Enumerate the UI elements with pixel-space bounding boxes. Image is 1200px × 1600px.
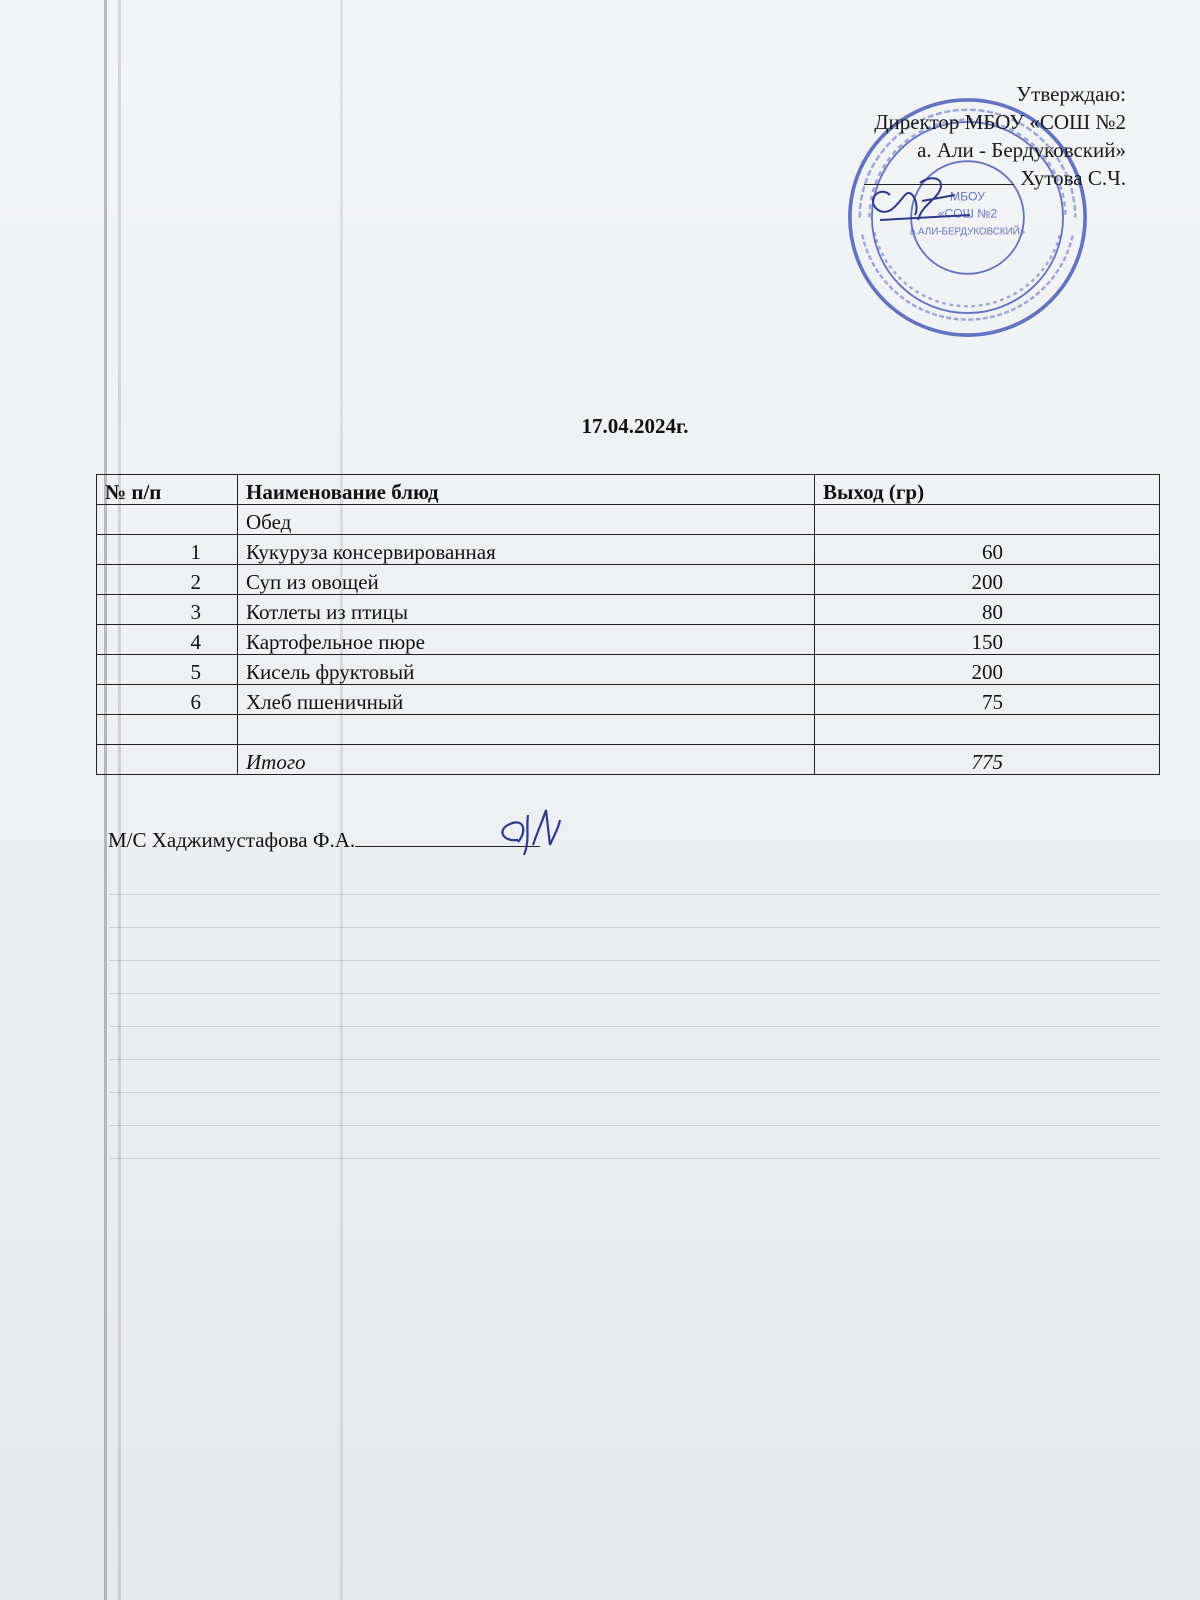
bleed-through-ghost xyxy=(110,862,1160,1192)
binder-shadow xyxy=(104,0,107,1600)
table-row: 4 Картофельное пюре 150 xyxy=(97,625,1160,655)
table-row: 5 Кисель фруктовый 200 xyxy=(97,655,1160,685)
table-row-section xyxy=(97,505,1160,535)
approval-signatory: Хутова С.Ч. xyxy=(864,164,1126,192)
menu-table xyxy=(96,474,1160,775)
binder-shadow xyxy=(340,0,343,1600)
nurse-signature-icon xyxy=(488,800,578,860)
total-label: Итого xyxy=(238,745,815,775)
svg-text:МБОУ: МБОУ xyxy=(949,189,986,204)
nurse-signature-block xyxy=(108,828,540,853)
table-row: 6 Хлеб пшеничный 75 xyxy=(97,685,1160,715)
binder-shadow xyxy=(118,0,121,1600)
svg-text:«СОШ №2: «СОШ №2 xyxy=(937,206,998,221)
approval-location: а. Али - Бердуковский» xyxy=(917,138,1126,162)
header-yield: Выход (гр) xyxy=(815,475,1160,505)
total-value: 775 xyxy=(815,745,1160,775)
table-row: 1 Кукуруза консервированная 60 xyxy=(97,535,1160,565)
svg-text:а.АЛИ-БЕРДУКОВСКИЙ»: а.АЛИ-БЕРДУКОВСКИЙ» xyxy=(909,226,1026,238)
director-signature-icon xyxy=(860,165,980,235)
table-row: 2 Суп из овощей 200 xyxy=(97,565,1160,595)
header-number: № п/п xyxy=(97,475,238,505)
header-dish-name: Наименование блюд xyxy=(238,475,815,505)
approval-position: Директор МБОУ «СОШ №2 xyxy=(874,110,1126,134)
table-header-row xyxy=(97,475,1160,505)
nurse-name: М/С Хаджимустафова Ф.А. xyxy=(108,828,356,852)
table-row-empty xyxy=(97,715,1160,745)
approval-title: Утверждаю: xyxy=(1016,82,1126,106)
table-row: 3 Котлеты из птицы 80 xyxy=(97,595,1160,625)
menu-date: 17.04.2024г. xyxy=(581,414,689,438)
table-row-total xyxy=(97,745,1160,775)
section-title: Обед xyxy=(238,505,815,535)
